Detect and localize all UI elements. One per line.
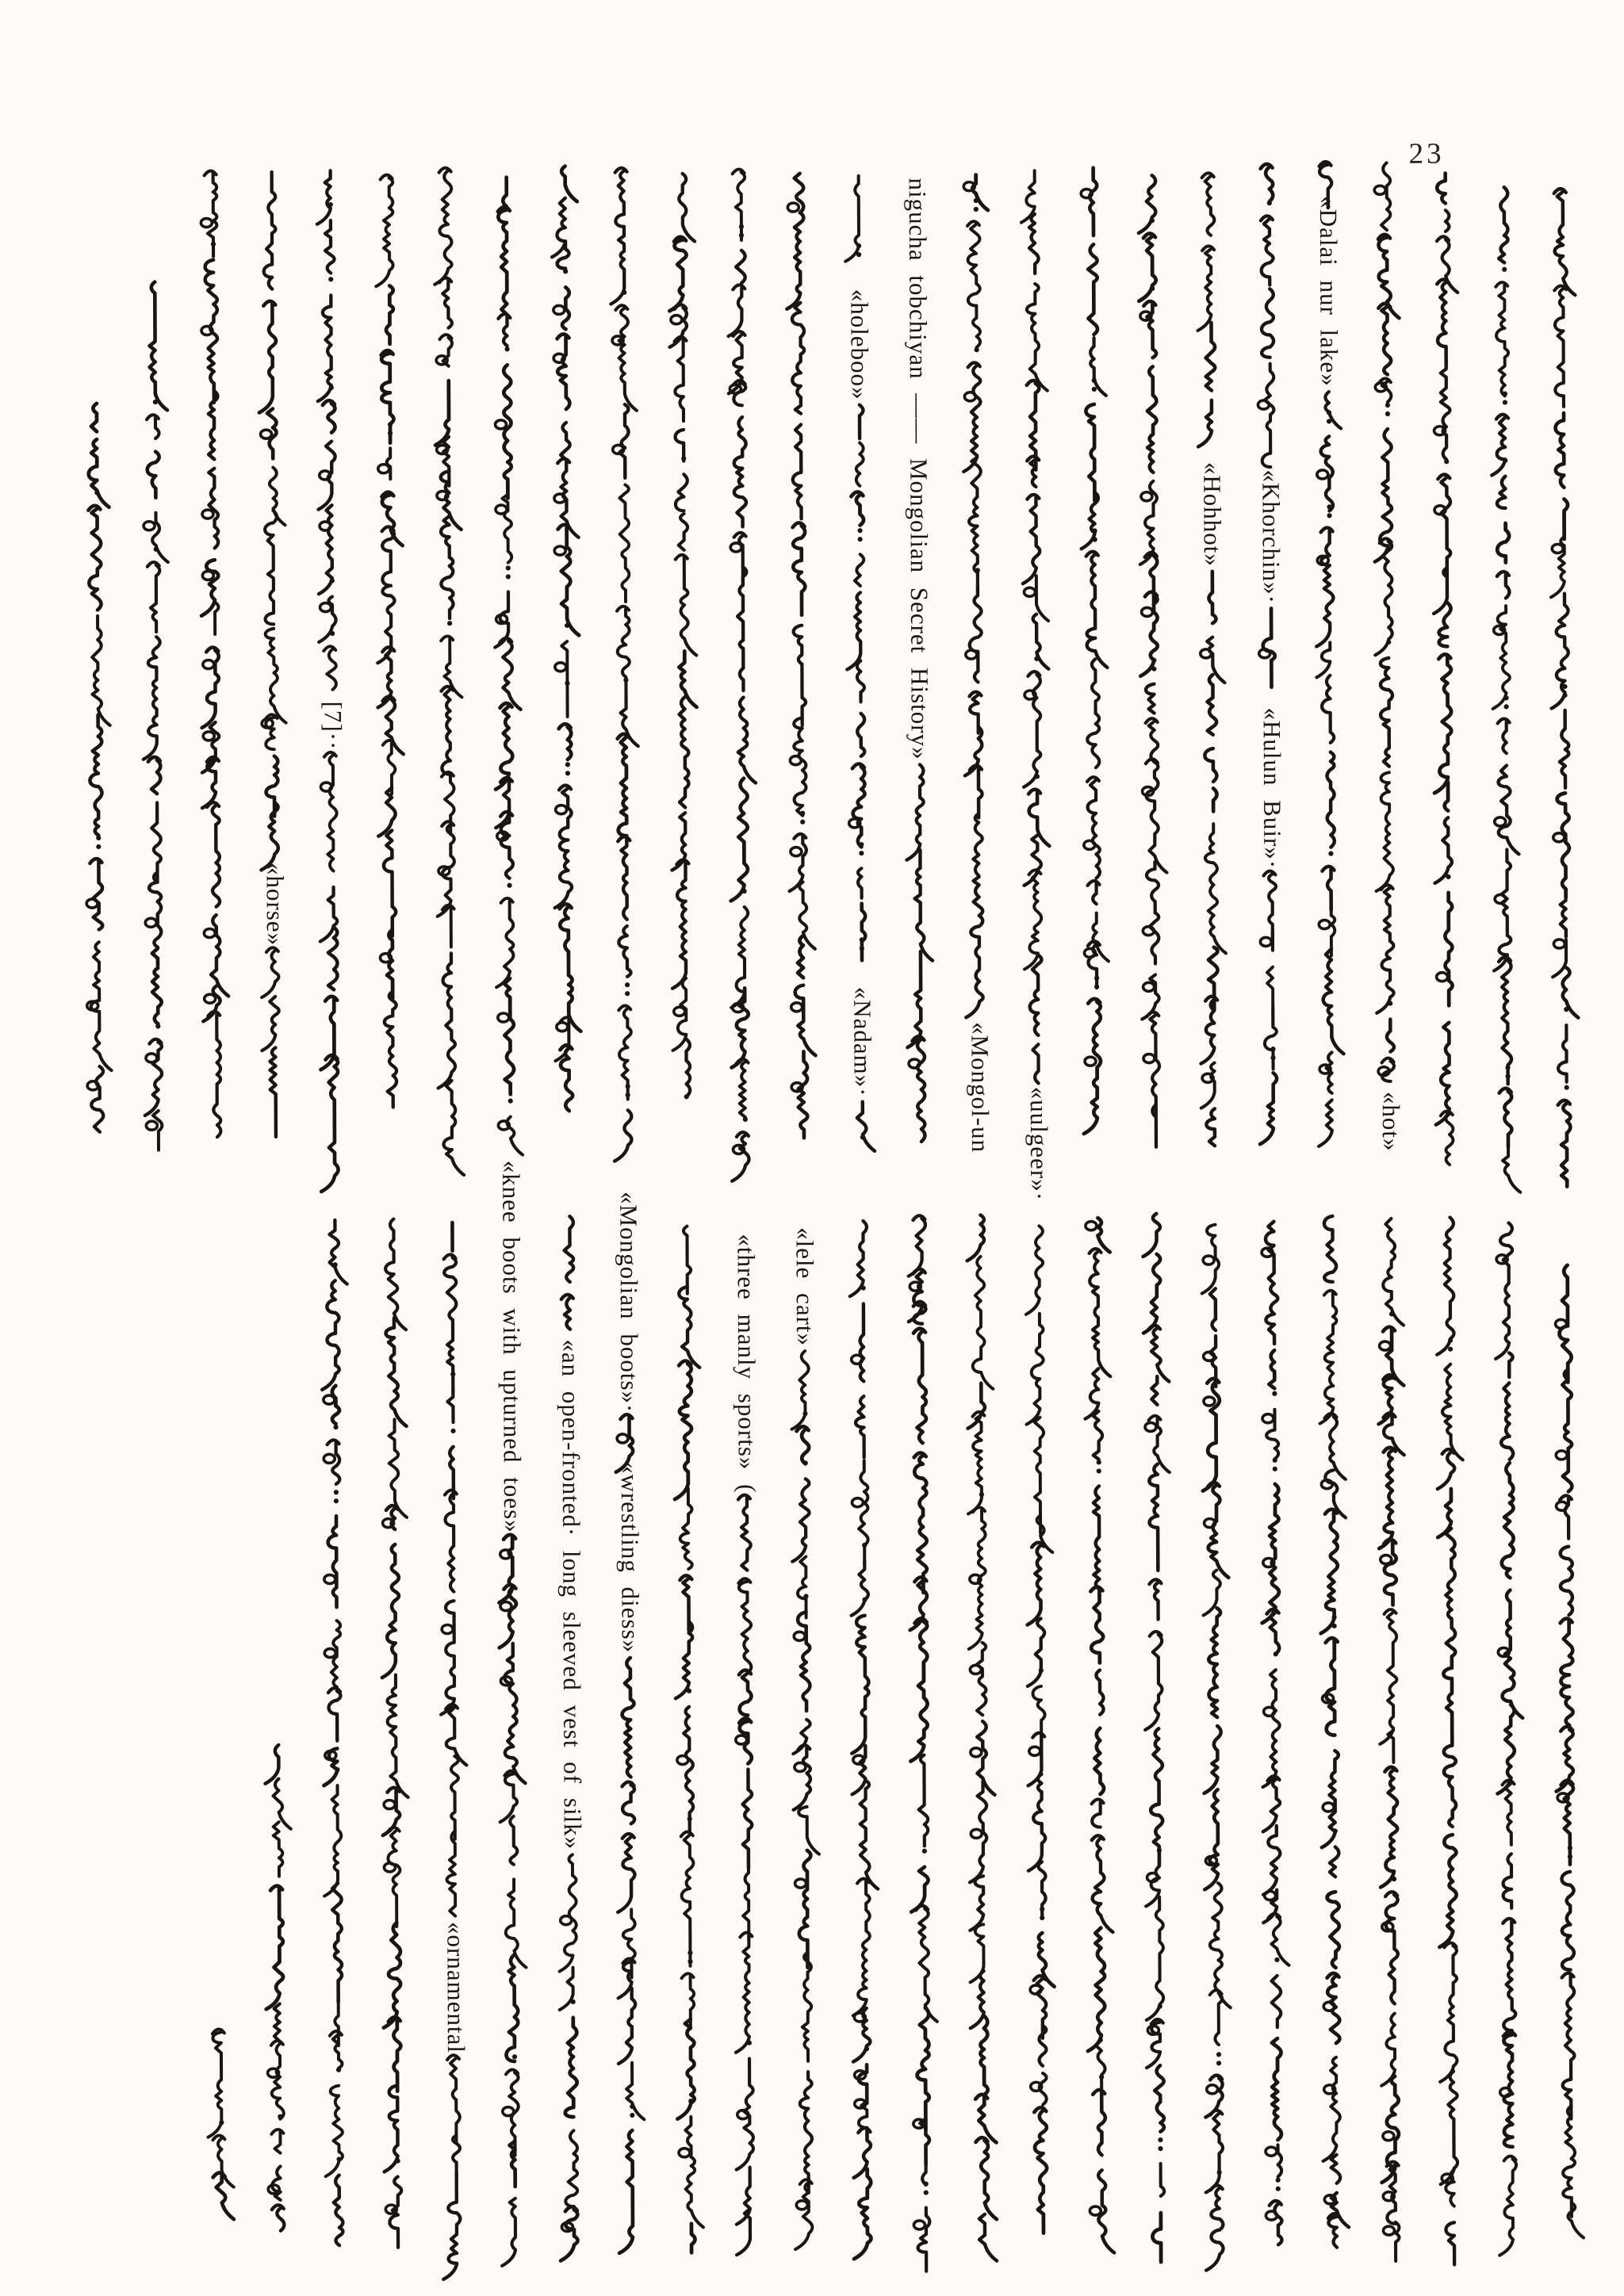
mongolian-text-column — [967, 1215, 997, 2260]
mongolian-text-column — [84, 404, 112, 1132]
mongolian-text-column — [849, 1221, 879, 2259]
mongolian-text-column — [1377, 1219, 1408, 2261]
mongolian-text-column — [1201, 1225, 1231, 2271]
mongolian-text-column — [439, 1223, 469, 2279]
mongolian-text-column — [733, 1495, 754, 2256]
mongolian-text-column — [200, 170, 229, 1137]
mongolian-text-column — [1319, 1216, 1349, 2248]
latin-fragment: «knee boots with upturned toes» — [497, 1160, 527, 1533]
page-number: 23 — [1408, 137, 1445, 170]
latin-fragment: «uulgeer»· — [1025, 1086, 1054, 1202]
mongolian-text-column — [611, 168, 640, 1161]
latin-fragment: «holeboo» — [845, 289, 874, 400]
latin-fragment: «horse» — [261, 862, 289, 947]
mongolian-text-column — [380, 1219, 410, 2247]
latin-fragment: «Mongol-un — [966, 1021, 995, 1154]
latin-fragment: [7]·· — [319, 701, 347, 751]
mongolian-text-column — [1143, 1214, 1173, 2262]
mongolian-text-column — [791, 1351, 821, 2249]
mongolian-text-column — [963, 174, 992, 1017]
mongolian-text-column — [1491, 187, 1521, 1192]
latin-fragment: «Mongolian boots»· — [615, 1191, 644, 1414]
latin-fragment: «Dalai nur lake» — [1314, 196, 1343, 387]
mongolian-text-column — [1084, 1218, 1114, 2252]
mongolian-text-column — [787, 174, 816, 1138]
mongolian-text-column — [499, 1535, 527, 2266]
latin-fragment: «Hulun Buir»· — [1258, 707, 1287, 870]
mongolian-text-column — [141, 282, 170, 1150]
mongolian-text-column — [435, 168, 465, 1176]
mongolian-text-column — [1021, 170, 1051, 1083]
latin-fragment: «an open-fronted· long sleeved vest of silk» — [557, 1339, 587, 1850]
mongolian-text-column — [669, 174, 699, 1100]
latin-fragment: «lele cart» — [791, 1226, 820, 1347]
latin-fragment: «Hohhot» — [1198, 461, 1227, 567]
latin-fragment: «Khorchin»· — [1257, 469, 1286, 604]
latin-fragment: «wrestling diess» — [615, 1460, 645, 1654]
latin-fragment: «three manly sports» ( — [732, 1234, 761, 1494]
mongolian-text-column — [1495, 1223, 1525, 2255]
mongolian-text-column — [908, 1215, 938, 2271]
mongolian-text-column — [1025, 1226, 1055, 2233]
mongolian-text-column — [1139, 175, 1168, 1147]
mongolian-text-column — [1436, 1217, 1466, 2264]
mongolian-text-column — [265, 1745, 293, 2231]
mongolian-text-column — [376, 175, 405, 1108]
mongolian-text-column — [321, 1220, 351, 2245]
mongolian-text-column — [728, 169, 758, 1181]
mongolian-text-column — [1432, 173, 1461, 1165]
mongolian-text-column — [208, 2029, 234, 2219]
mongolian-text-column — [493, 178, 523, 1155]
mongolian-text-column — [906, 764, 933, 1142]
mongolian-text-column — [1554, 1265, 1584, 2238]
mongolian-text-column — [1549, 189, 1579, 1187]
mongolian-text-column — [1080, 168, 1109, 1134]
mongolian-text-column — [259, 172, 288, 1137]
mongolian-text-column — [673, 1226, 703, 2253]
latin-fragment: «hot» — [1377, 1091, 1406, 1152]
latin-fragment: nigucha tobchiyan —— Mongolian Secret History» — [903, 178, 934, 760]
mongolian-text-column — [1260, 1222, 1290, 2245]
mongolian-text-column — [1197, 173, 1227, 1146]
mongolian-text-column — [552, 166, 581, 1112]
latin-fragment: «Nadam»· — [848, 986, 877, 1097]
latin-fragment: «ornamental — [442, 1921, 470, 2053]
mongolian-text-column — [1256, 164, 1277, 1144]
mongolian-text-column — [317, 170, 339, 1192]
mongolian-text-column — [1373, 163, 1403, 1081]
